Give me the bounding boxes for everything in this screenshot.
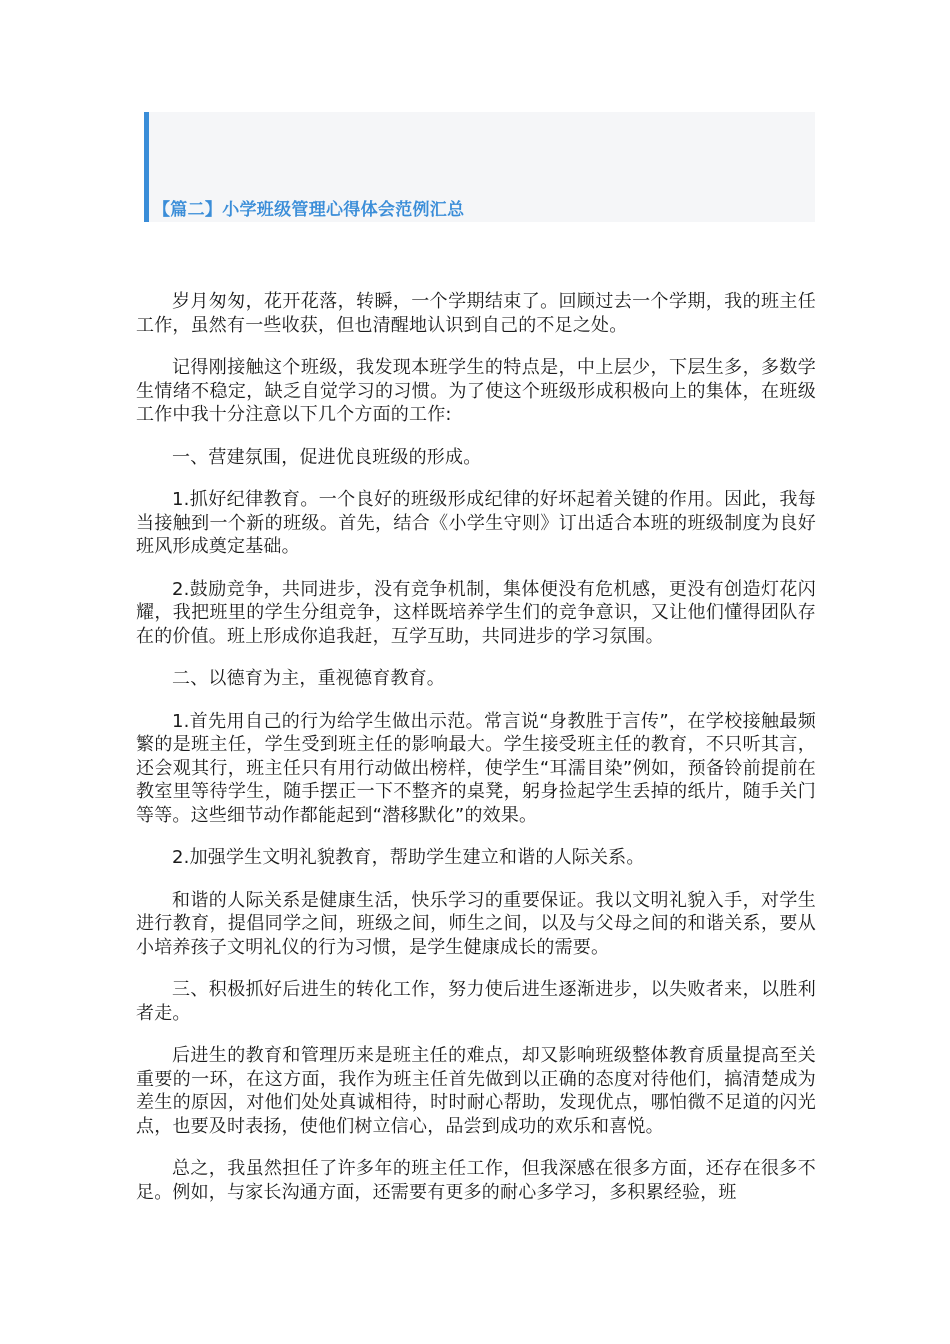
paragraph: 记得刚接触这个班级，我发现本班学生的特点是，中上层少，下层生多，多数学生情绪不稳定，缺乏自觉学习的习惯。为了使这个班级形成积极向上的集体，在班级工作中我十分注意以下几个方面的工作:: [136, 357, 816, 425]
paragraph: 1.抓好纪律教育。一个良好的班级形成纪律的好坏起着关键的作用。因此，我每当接触到一个新的班级。首先，结合《小学生守则》订出适合本班的班级制度为良好班风形成奠定基础。: [136, 489, 816, 557]
paragraph: 2.鼓励竞争，共同进步，没有竞争机制，集体便没有危机感，更没有创造灯花闪耀，我把班里的学生分组竞争，这样既培养学生们的竞争意识，又让他们懂得团队存在的价值。班上形成你追我赶，互学互助，共同进步的学习氛围。: [136, 578, 816, 647]
paragraph: 总之，我虽然担任了许多年的班主任工作，但我深感在很多方面，还存在很多不足。例如，与家长沟通方面，还需要有更多的耐心多学习，多积累经验，班: [136, 1158, 816, 1203]
paragraph: 和谐的人际关系是健康生活，快乐学习的重要保证。我以文明礼貌入手，对学生进行教育，提倡同学之间，班级之间，师生之间，以及与父母之间的和谐关系，要从小培养孩子文明礼仪的行为习惯，是学生健康成长的需要。: [136, 889, 816, 958]
paragraph: 1.首先用自己的行为给学生做出示范。常言说“身教胜于言传”，在学校接触最频繁的是班主任，学生受到班主任的影响最大。学生接受班主任的教育，不只听其言，还会观其行，班主任只有用行动做出榜样，使学生“耳濡目染”例如，预备铃前提前在教室里等待学生，随手摆正一下不整齐的桌凳，躬身捡起学生丢掉的纸片，随手关门等等。这些细节动作都能起到“潜移默化”的效果。: [136, 710, 816, 826]
article-body: [136, 290, 816, 1223]
section-heading: 二、以德育为主，重视德育教育。: [172, 668, 445, 689]
paragraph: 后进生的教育和管理历来是班主任的难点，却又影响班级整体教育质量提高至关重要的一环，在这方面，我作为班主任首先做到以正确的态度对待他们，搞清楚成为差生的原因，对他们处处真诚相待，时时耐心帮助，发现优点，哪怕微不足道的闪光点，也要及时表扬，使他们树立信心，品尝到成功的欢乐和喜悦。: [136, 1045, 816, 1137]
paragraph: 2.加强学生文明礼貌教育，帮助学生建立和谐的人际关系。: [172, 847, 645, 868]
section-title: 【篇二】小学班级管理心得体会范例汇总: [153, 200, 465, 220]
section-heading: 一、营建氛围，促进优良班级的形成。: [172, 446, 482, 468]
paragraph: 岁月匆匆，花开花落，转瞬，一个学期结束了。回顾过去一个学期，我的班主任工作，虽然有一些收获，但也清醒地认识到自己的不足之处。: [136, 291, 816, 336]
section-title-box: [144, 112, 815, 222]
section-heading: 三、积极抓好后进生的转化工作，努力使后进生逐渐进步，以失败者来，以胜利者走。: [136, 979, 816, 1024]
